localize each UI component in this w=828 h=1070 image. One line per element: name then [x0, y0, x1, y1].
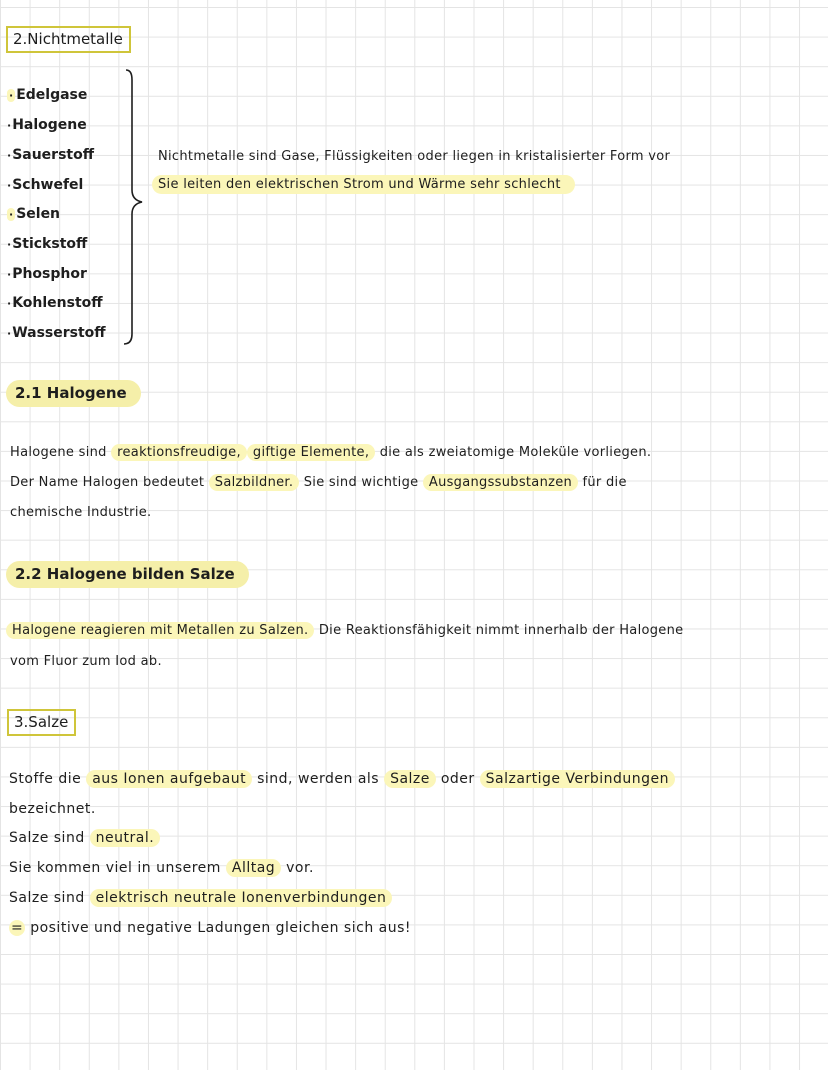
heading-halogene-salze: 2.2 Halogene bilden Salze	[6, 561, 249, 588]
list-item: ·Schwefel	[7, 177, 84, 193]
list-item: ·Phosphor	[7, 266, 87, 282]
heading-salze: 3.Salze	[7, 709, 76, 736]
halogene-line2: Der Name Halogen bedeutet Salzbildner. Sie sind wichtige Ausgangssubstanzen für die	[10, 475, 627, 490]
heading-halogene: 2.1 Halogene	[6, 380, 141, 407]
nonmetal-description-line2: Sie leiten den elektrischen Strom und Wärme sehr schlecht	[152, 177, 575, 192]
salze-line3: Salze sind neutral.	[9, 830, 160, 846]
list-item: ·Wasserstoff	[7, 325, 106, 341]
salze-line2: bezeichnet.	[9, 801, 96, 817]
list-item: · Edelgase	[9, 87, 88, 103]
heading-nichtmetalle: 2.Nichtmetalle	[6, 26, 131, 53]
salze-line5: Salze sind elektrisch neutrale Ionenverbindungen	[9, 890, 392, 906]
list-item: ·Stickstoff	[7, 236, 88, 252]
list-item: ·Sauerstoff	[7, 147, 95, 163]
nonmetal-description-line1: Nichtmetalle sind Gase, Flüssigkeiten oder liegen in kristalisierter Form vor	[158, 149, 671, 164]
curly-brace	[118, 66, 154, 348]
salze-line1: Stoffe die aus Ionen aufgebaut sind, werden als Salze oder Salzartige Verbindungen	[9, 771, 675, 787]
salze-line4: Sie kommen viel in unserem Alltag vor.	[9, 860, 314, 876]
halogene-line3: chemische Industrie.	[10, 505, 152, 520]
halogene-salze-line1: Halogene reagieren mit Metallen zu Salzen. Die Reaktionsfähigkeit nimmt innerhalb der Halogene	[6, 623, 683, 638]
list-item: ·Halogene	[7, 117, 87, 133]
halogene-line1: Halogene sind reaktionsfreudige, giftige Elemente, die als zweiatomige Moleküle vorliegen.	[10, 445, 652, 460]
salze-line6: = positive und negative Ladungen gleichen sich aus!	[11, 920, 411, 936]
list-item: ·Kohlenstoff	[7, 295, 103, 311]
halogene-salze-line2: vom Fluor zum Iod ab.	[10, 654, 162, 669]
list-item: · Selen	[9, 206, 61, 222]
